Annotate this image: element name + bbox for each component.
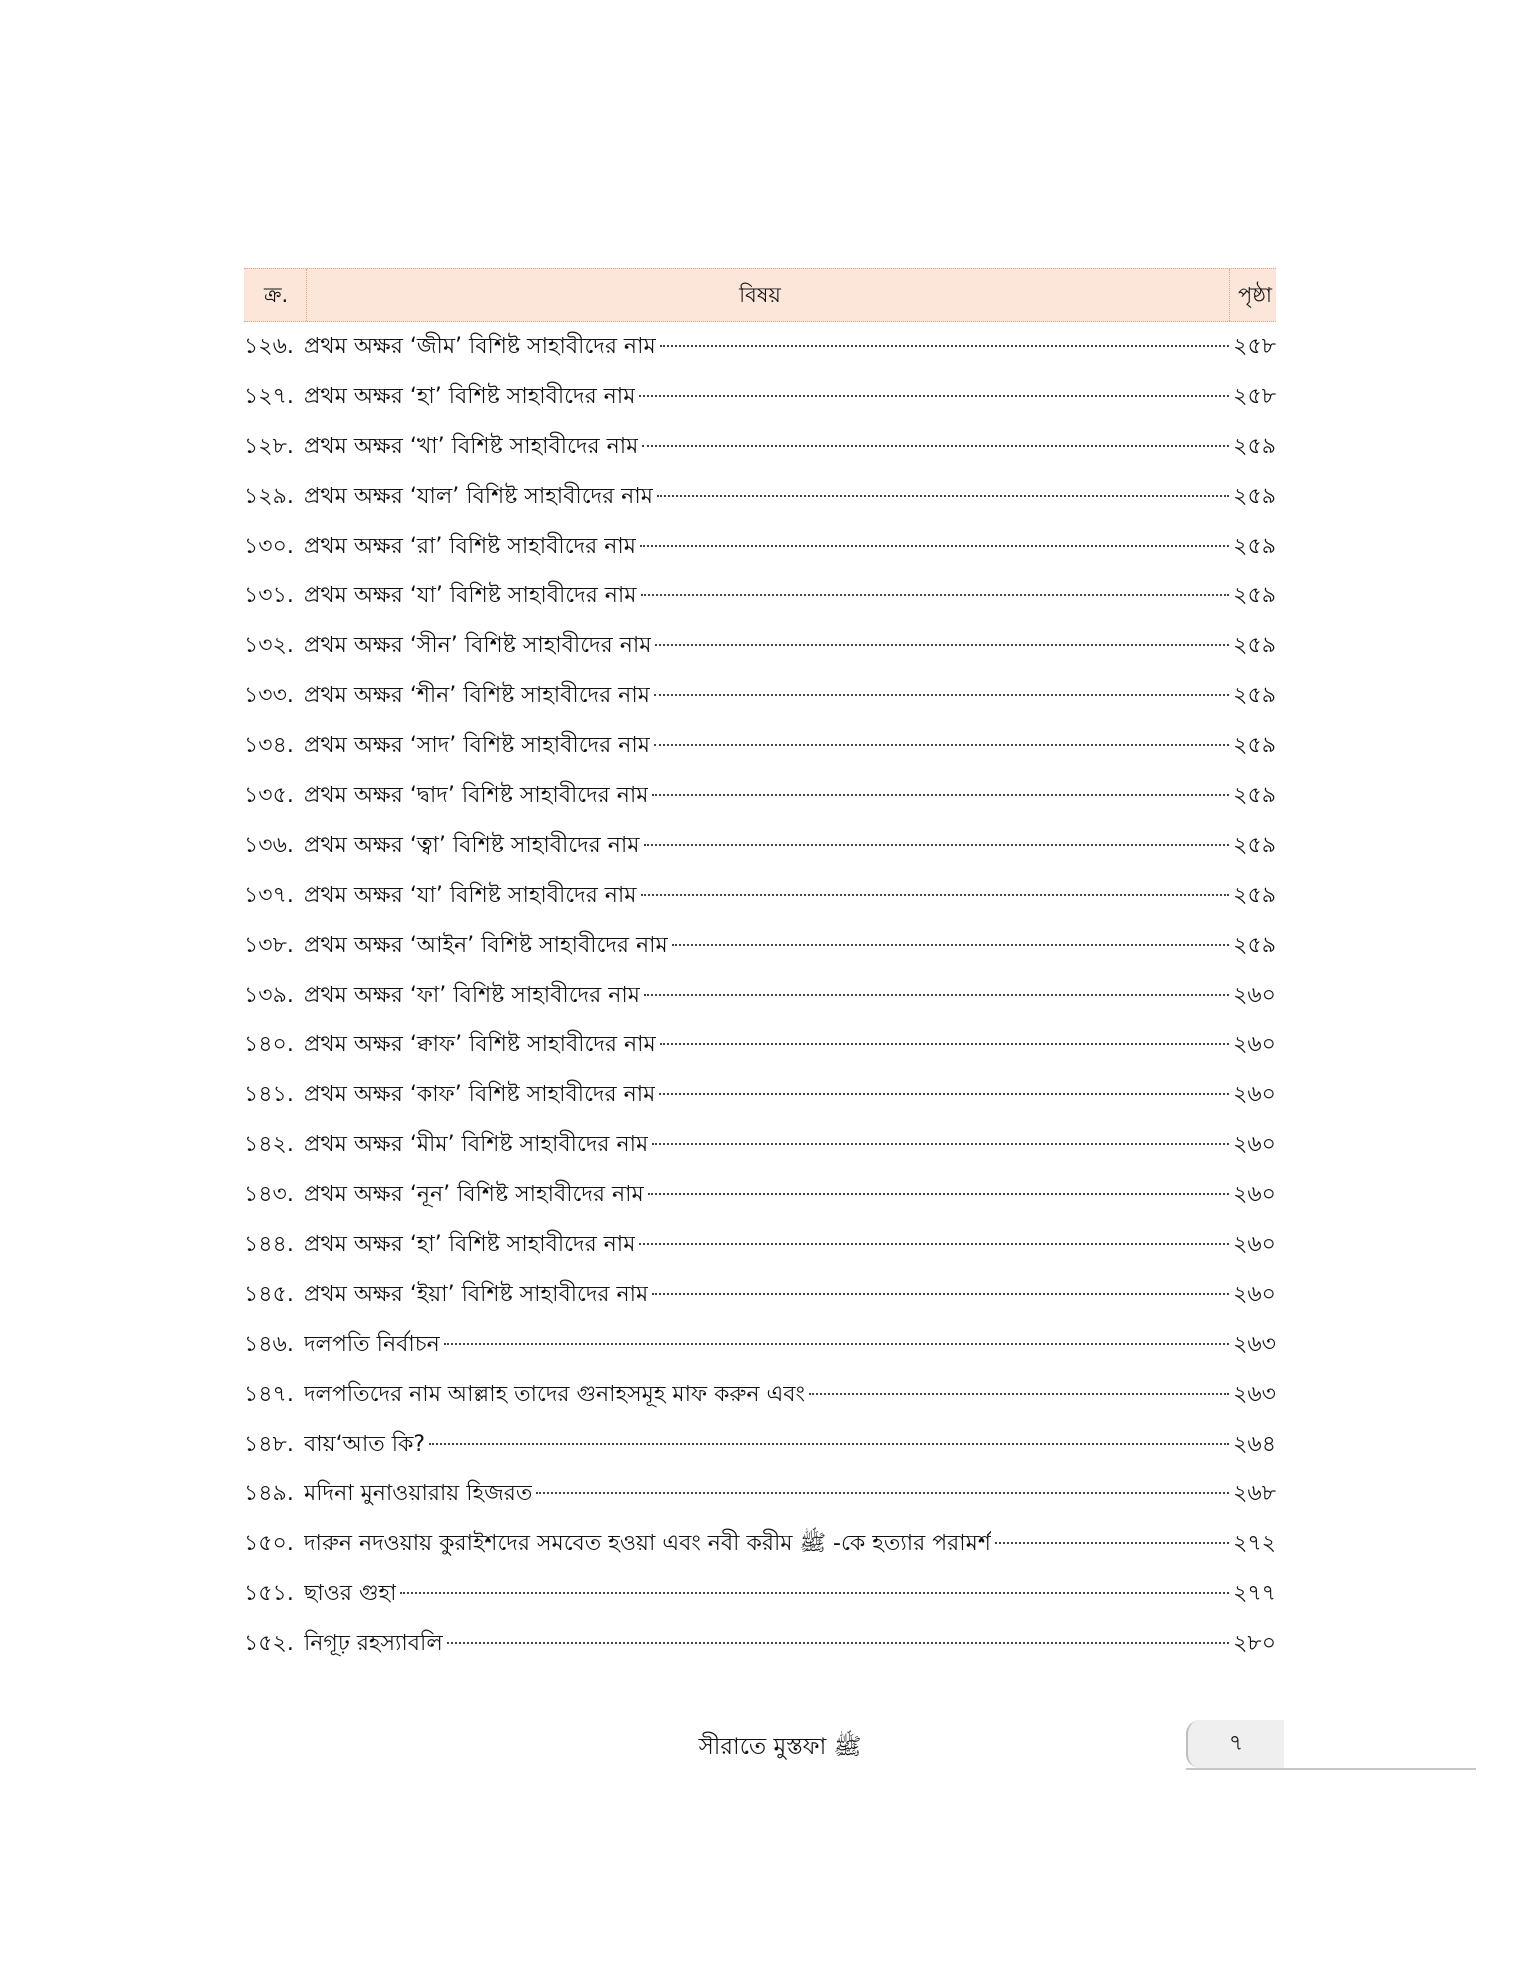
toc-row-number: ১৩৫.: [244, 783, 294, 809]
toc-row-page: ২৫৯: [1233, 483, 1276, 509]
dot-leader: [652, 1143, 1229, 1145]
dot-leader: [660, 1043, 1229, 1045]
toc-row-number: ১৪৪.: [244, 1232, 294, 1258]
toc-row-title: প্রথম অক্ষর ‘নূন’ বিশিষ্ট সাহাবীদের নাম: [304, 1182, 644, 1208]
toc-row-page: ২৬০: [1233, 1082, 1276, 1108]
toc-row-number: ১৩৮.: [244, 932, 294, 958]
dot-leader: [400, 1592, 1229, 1594]
toc-row-number: ১২৬.: [244, 334, 294, 359]
toc-row-title: প্রথম অক্ষর ‘কাফ’ বিশিষ্ট সাহাবীদের নাম: [304, 1082, 656, 1108]
toc-row-number: ১৪৫.: [244, 1281, 294, 1307]
toc-row: [244, 322, 1276, 372]
toc-row-number: ১৫০.: [244, 1531, 294, 1557]
dot-leader: [809, 1393, 1229, 1395]
toc-row-title: প্রথম অক্ষর ‘যা’ বিশিষ্ট সাহাবীদের নাম: [304, 882, 637, 908]
toc-row-title: প্রথম অক্ষর ‘ইয়া’ বিশিষ্ট সাহাবীদের নাম: [304, 1281, 649, 1307]
toc-row-page: ২৭২: [1233, 1531, 1276, 1557]
toc-row-title: প্রথম অক্ষর ‘রা’ বিশিষ্ট সাহাবীদের নাম: [304, 533, 636, 559]
toc-row-page: ২৬৪: [1233, 1431, 1276, 1457]
toc-rows: [244, 322, 1276, 1669]
toc-row: [244, 1469, 1276, 1519]
toc-row-page: ২৫৯: [1233, 882, 1276, 908]
toc-row-title: বায়‘আত কি?: [304, 1431, 426, 1457]
toc-row-page: ২৫৯: [1233, 533, 1276, 559]
dot-leader: [447, 1642, 1229, 1644]
dot-leader: [641, 894, 1230, 896]
dot-leader: [444, 1343, 1229, 1345]
toc-row: [244, 1320, 1276, 1370]
dot-leader: [659, 1093, 1229, 1095]
toc-row-page: ২৫৯: [1233, 583, 1276, 609]
toc-row-title: প্রথম অক্ষর ‘আইন’ বিশিষ্ট সাহাবীদের নাম: [304, 932, 668, 958]
dot-leader: [654, 694, 1229, 696]
dot-leader: [536, 1492, 1229, 1494]
dot-leader: [644, 994, 1229, 996]
toc-row-page: ২৬০: [1233, 1132, 1276, 1158]
toc-row-title: দলপতি নির্বাচন: [304, 1331, 440, 1357]
toc-row-number: ১৪৬.: [244, 1331, 294, 1357]
book-title: সীরাতে মুস্তফা ﷺ: [698, 1734, 862, 1760]
toc-row-title: প্রথম অক্ষর ‘খা’ বিশিষ্ট সাহাবীদের নাম: [304, 433, 639, 459]
toc-row-title: মদিনা মুনাওয়ারায় হিজরত: [304, 1481, 533, 1507]
toc-row-number: ১৩১.: [244, 583, 294, 609]
toc-row-title: প্রথম অক্ষর ‘ফা’ বিশিষ্ট সাহাবীদের নাম: [304, 982, 640, 1008]
toc-row-page: ২৫৯: [1233, 733, 1276, 759]
toc-row-number: ১৪৭.: [244, 1381, 294, 1407]
toc-row: [244, 1020, 1276, 1070]
header-number: ক্র.: [264, 283, 289, 307]
toc-row: [244, 871, 1276, 921]
toc-row-page: ২৫৯: [1233, 683, 1276, 709]
toc-row-number: ১২৮.: [244, 433, 294, 459]
toc-row-page: ২৬০: [1233, 1032, 1276, 1058]
toc-row: [244, 372, 1276, 422]
toc-row-number: ১৪১.: [244, 1082, 294, 1108]
toc-row: [244, 721, 1276, 771]
toc-row-number: ১৩০.: [244, 533, 294, 559]
dot-leader: [652, 794, 1229, 796]
toc-row-page: ২৫৯: [1233, 633, 1276, 659]
toc-row-number: ১২৭.: [244, 383, 294, 409]
page-number: ৭: [1186, 1720, 1284, 1768]
toc-row-number: ১২৯.: [244, 483, 294, 509]
toc-row-number: ১৩৩.: [244, 683, 294, 709]
toc-row-page: ২৭৭: [1233, 1581, 1276, 1607]
dot-leader: [639, 1243, 1229, 1245]
toc-row-title: প্রথম অক্ষর ‘শীন’ বিশিষ্ট সাহাবীদের নাম: [304, 683, 650, 709]
toc-row: [244, 1220, 1276, 1270]
toc-row: [244, 1120, 1276, 1170]
toc-row: [244, 821, 1276, 871]
toc-row: [244, 1370, 1276, 1420]
toc-row: [244, 671, 1276, 721]
toc-row-page: ২৬৩: [1233, 1381, 1276, 1407]
dot-leader: [652, 1293, 1229, 1295]
toc-row-page: ২৮০: [1233, 1631, 1276, 1657]
toc-header: [244, 268, 1276, 322]
toc-row-number: ১৪৯.: [244, 1481, 294, 1507]
toc-row-page: ২৫৯: [1233, 783, 1276, 809]
toc-row-title: দলপতিদের নাম আল্লাহ তাদের গুনাহসমূহ মাফ করুন এবং: [304, 1381, 805, 1407]
toc-row-page: ২৫৯: [1233, 932, 1276, 958]
toc-row-number: ১৪০.: [244, 1032, 294, 1058]
toc-row-title: প্রথম অক্ষর ‘হা’ বিশিষ্ট সাহাবীদের নাম: [304, 383, 636, 409]
toc-row-title: প্রথম অক্ষর ‘ক্বাফ’ বিশিষ্ট সাহাবীদের নাম: [304, 1032, 656, 1058]
toc-row: [244, 472, 1276, 522]
dot-leader: [660, 345, 1229, 347]
toc-row: [244, 571, 1276, 621]
toc-row: [244, 1270, 1276, 1320]
page-tab-divider: [1186, 1768, 1476, 1770]
toc-row-number: ১৪৮.: [244, 1431, 294, 1457]
toc-row: [244, 522, 1276, 572]
dot-leader: [644, 844, 1230, 846]
dot-leader: [672, 944, 1229, 946]
toc-row: [244, 971, 1276, 1021]
toc-row-number: ১৩৯.: [244, 982, 294, 1008]
dot-leader: [655, 644, 1229, 646]
dot-leader: [642, 445, 1229, 447]
toc-row-page: ২৬০: [1233, 1232, 1276, 1258]
toc-row-title: দারুন নদওয়ায় কুরাইশদের সমবেত হওয়া এবং নবী করীম ﷺ -কে হত্যার পরামর্শ: [304, 1531, 991, 1557]
toc-row-page: ২৬০: [1233, 982, 1276, 1008]
dot-leader: [654, 744, 1229, 746]
toc-row-title: প্রথম অক্ষর ‘যা’ বিশিষ্ট সাহাবীদের নাম: [304, 583, 637, 609]
toc-row: [244, 1619, 1276, 1669]
dot-leader: [995, 1542, 1229, 1544]
toc-row: [244, 1070, 1276, 1120]
dot-leader: [429, 1443, 1229, 1445]
toc-row-number: ১৩৪.: [244, 733, 294, 759]
toc-row-number: ১৫১.: [244, 1581, 294, 1607]
toc-row: [244, 771, 1276, 821]
table-of-contents: [244, 268, 1276, 1669]
toc-row-number: ১৫২.: [244, 1631, 294, 1657]
toc-row-page: ২৬৮: [1233, 1481, 1276, 1507]
toc-row: [244, 1170, 1276, 1220]
toc-row: [244, 1519, 1276, 1569]
toc-row-number: ১৪২.: [244, 1132, 294, 1158]
toc-row-number: ১৪৩.: [244, 1182, 294, 1208]
toc-row: [244, 422, 1276, 472]
toc-row-page: ২৬০: [1233, 1281, 1276, 1307]
toc-row-title: প্রথম অক্ষর ‘সাদ’ বিশিষ্ট সাহাবীদের নাম: [304, 733, 650, 759]
toc-row-title: ছাওর গুহা: [304, 1581, 397, 1607]
toc-row-title: প্রথম অক্ষর ‘মীম’ বিশিষ্ট সাহাবীদের নাম: [304, 1132, 649, 1158]
toc-row-page: ২৫৮: [1233, 334, 1276, 359]
toc-row-number: ১৩২.: [244, 633, 294, 659]
toc-row-page: ২৬৩: [1233, 1331, 1276, 1357]
toc-row-number: ১৩৭.: [244, 882, 294, 908]
toc-row-title: প্রথম অক্ষর ‘দ্বাদ’ বিশিষ্ট সাহাবীদের নাম: [304, 783, 649, 809]
header-subject: বিষয়: [739, 283, 781, 307]
dot-leader: [641, 594, 1230, 596]
toc-row-title: প্রথম অক্ষর ‘ত্বা’ বিশিষ্ট সাহাবীদের নাম: [304, 832, 640, 858]
toc-row-page: ২৫৯: [1233, 832, 1276, 858]
toc-row-title: প্রথম অক্ষর ‘হা’ বিশিষ্ট সাহাবীদের নাম: [304, 1232, 636, 1258]
toc-row: [244, 1569, 1276, 1619]
toc-row-title: নিগূঢ় রহস্যাবলি: [304, 1631, 443, 1657]
toc-row-title: প্রথম অক্ষর ‘জীম’ বিশিষ্ট সাহাবীদের নাম: [304, 334, 656, 359]
toc-row-page: ২৫৮: [1233, 383, 1276, 409]
dot-leader: [648, 1193, 1229, 1195]
toc-row: [244, 621, 1276, 671]
dot-leader: [639, 395, 1229, 397]
toc-row-number: ১৩৬.: [244, 832, 294, 858]
dot-leader: [640, 545, 1229, 547]
toc-row-title: প্রথম অক্ষর ‘যাল’ বিশিষ্ট সাহাবীদের নাম: [304, 483, 653, 509]
header-page: পৃষ্ঠা: [1229, 269, 1272, 321]
toc-row-page: ২৬০: [1233, 1182, 1276, 1208]
toc-row-page: ২৫৯: [1233, 433, 1276, 459]
dot-leader: [657, 495, 1229, 497]
toc-row-title: প্রথম অক্ষর ‘সীন’ বিশিষ্ট সাহাবীদের নাম: [304, 633, 652, 659]
toc-row: [244, 921, 1276, 971]
toc-row: [244, 1420, 1276, 1470]
